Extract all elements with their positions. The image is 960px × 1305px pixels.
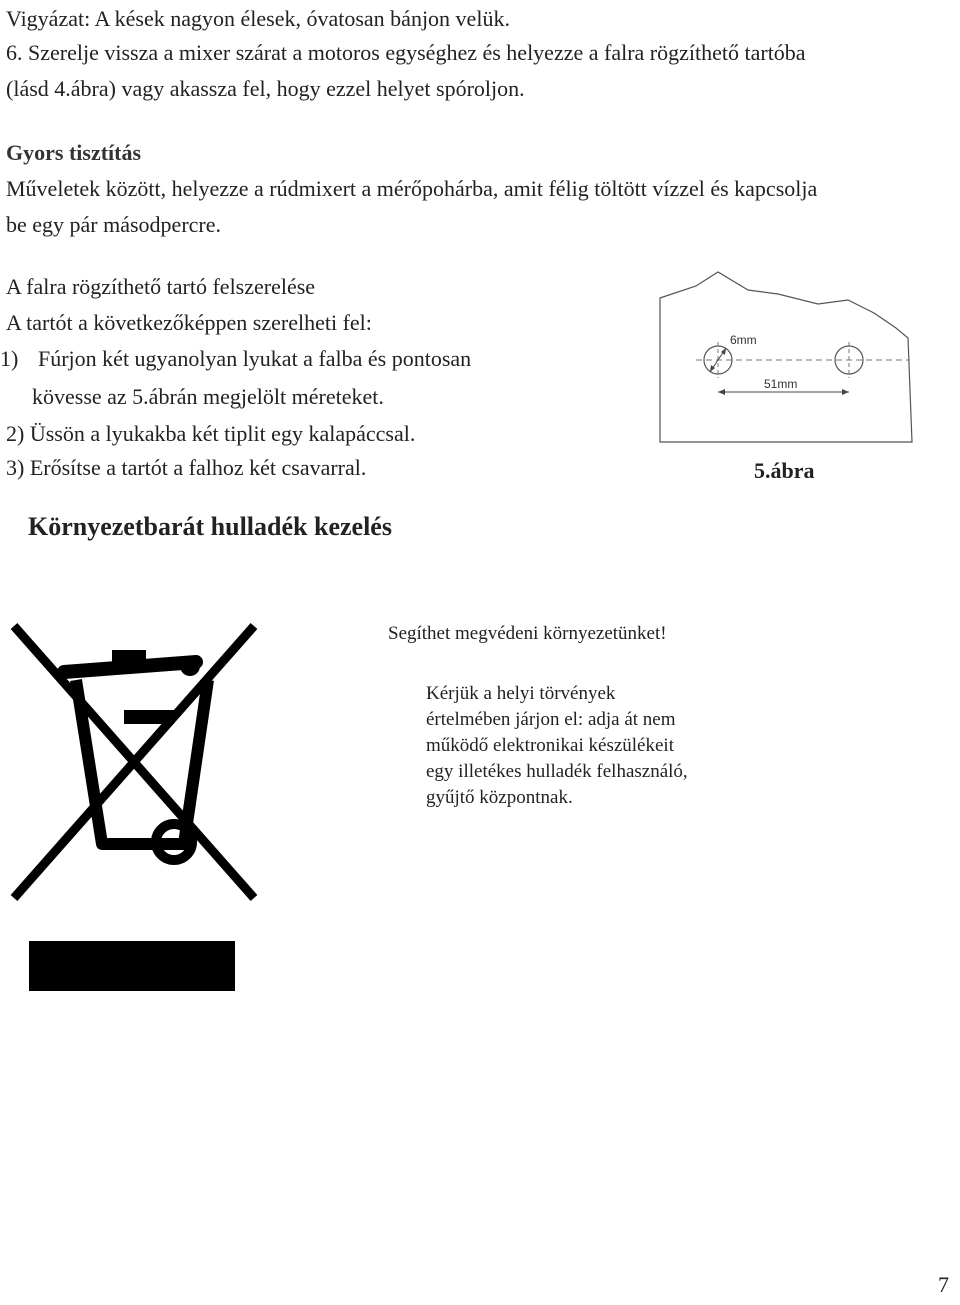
wall-mount-step1-line1: Fúrjon két ugyanolyan lyukat a falba és pontosan xyxy=(38,346,472,371)
eco-line5: gyűjtő központnak. xyxy=(426,787,573,808)
eco-tagline: Segíthet megvédeni környezetünket! xyxy=(388,623,667,644)
crossed-out-wheelie-bin-icon xyxy=(10,622,260,902)
distance-arrow-right xyxy=(842,389,849,395)
eco-line2: értelmében járjon el: adja át nem xyxy=(426,709,676,730)
figure5-caption: 5.ábra xyxy=(754,458,815,483)
wall-mount-step2: 2) Üssön a lyukakba két tiplit egy kalapáccsal. xyxy=(6,421,416,446)
wall-mount-intro: A tartót a következőképpen szerelheti fel: xyxy=(6,310,372,335)
step6-line2: (lásd 4.ábra) vagy akassza fel, hogy ezzel helyet spóroljon. xyxy=(6,76,525,101)
warning-text: Vigyázat: A kések nagyon élesek, óvatosan bánjon velük. xyxy=(6,6,510,31)
wall-mount-step1-number: 1) xyxy=(0,346,19,371)
quick-clean-title: Gyors tisztítás xyxy=(6,140,142,165)
distance-arrow-left xyxy=(718,389,725,395)
black-bar xyxy=(29,941,235,991)
eco-title: Környezetbarát hulladék kezelés xyxy=(28,512,392,541)
quick-clean-line1: Műveletek között, helyezze a rúdmixert a mérőpohárba, amit félig töltött vízzel és kapcsolja xyxy=(6,176,818,201)
eco-line3: működő elektronikai készülékeit xyxy=(426,735,674,756)
eco-line4: egy illetékes hulladék felhasználó, xyxy=(426,761,688,782)
distance-label: 51mm xyxy=(764,377,798,391)
wall-outline xyxy=(660,272,912,442)
wall-mount-step3: 3) Erősítse a tartót a falhoz két csavarral. xyxy=(6,455,367,480)
hole-label: 6mm xyxy=(730,333,757,347)
step6-line1: 6. Szerelje vissza a mixer szárat a motoros egységhez és helyezze a falra rögzíthető tartóba xyxy=(6,40,806,65)
wall-mount-title: A falra rögzíthető tartó felszerelése xyxy=(6,274,316,299)
bin-drawing xyxy=(14,626,254,898)
wall-drilling-diagram xyxy=(656,268,926,443)
quick-clean-line2: be egy pár másodpercre. xyxy=(6,212,222,237)
wall-mount-step1-line2: kövesse az 5.ábrán megjelölt méreteket. xyxy=(32,384,384,409)
eco-line1: Kérjük a helyi törvények xyxy=(426,683,616,704)
page-number: 7 xyxy=(938,1272,949,1297)
